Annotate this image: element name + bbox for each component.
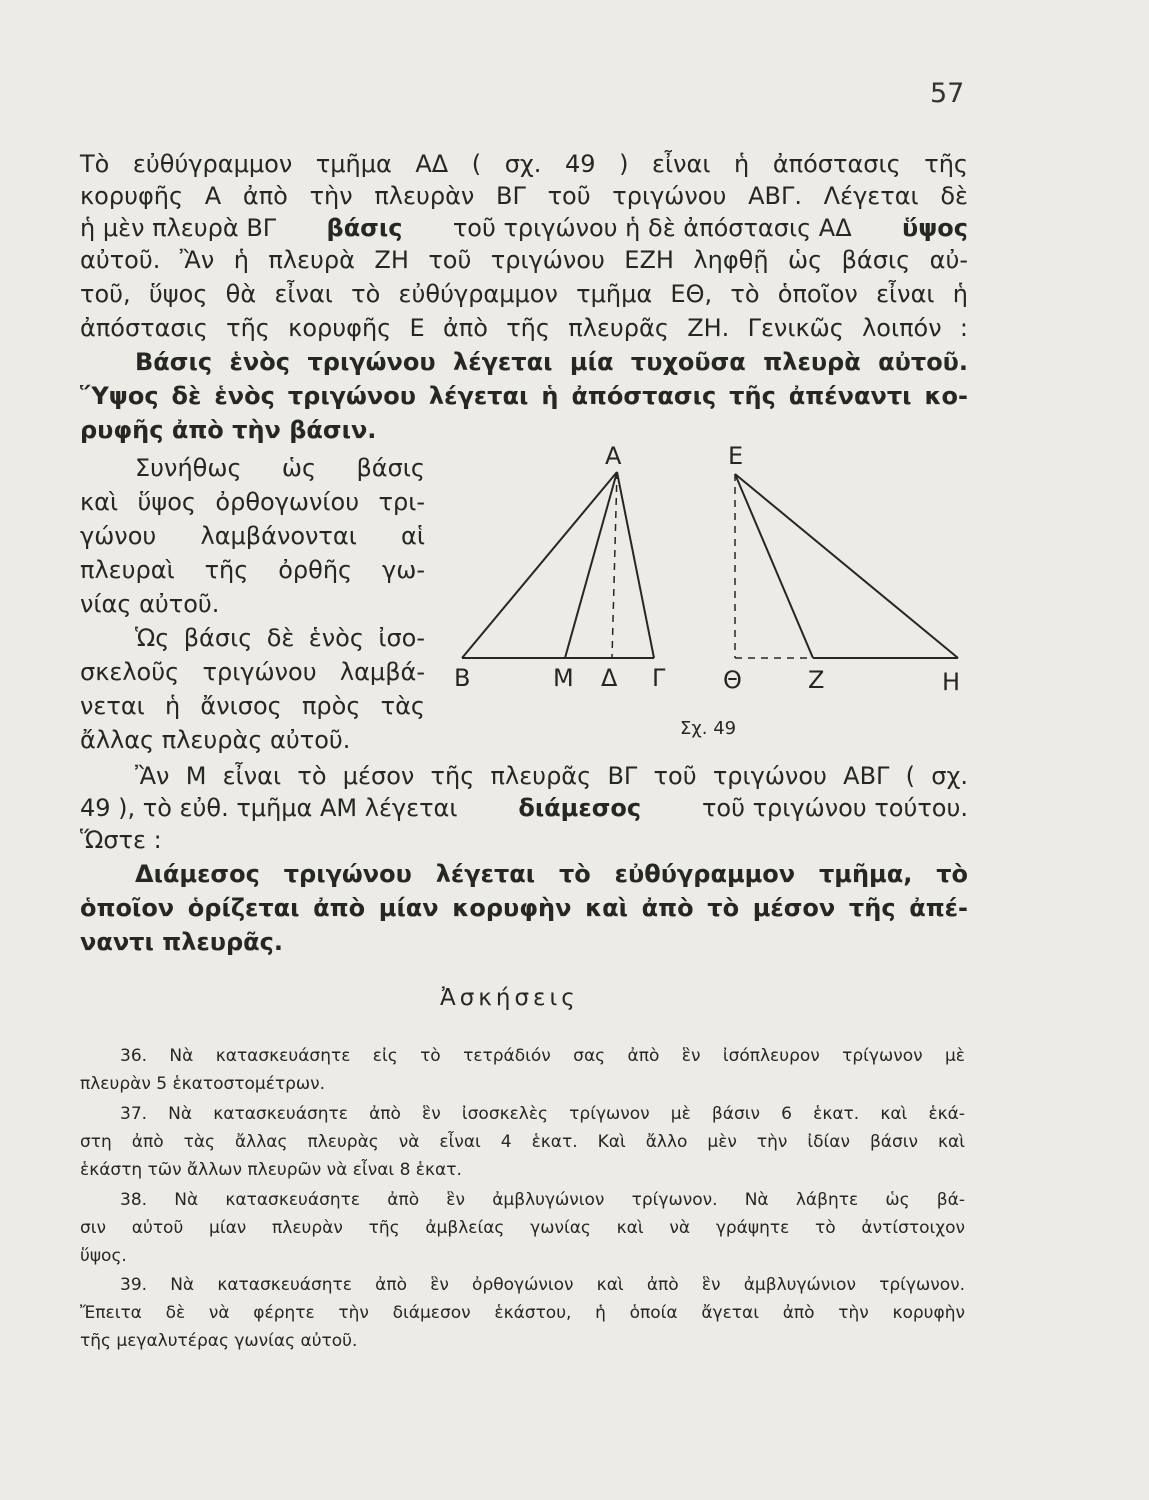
para1-line3-c: τοῦ τριγώνου ἡ δὲ ἀπόστασις ΑΔ (452, 214, 852, 242)
term-height: ὕψος (901, 214, 968, 242)
exercise-37-line1: 37. Νὰ κατασκευάσητε ἀπὸ ἓν ἰσοσκελὲς τρίγωνον μὲ βάσιν 6 ἑκατ. καὶ ἑκά- (120, 1104, 965, 1124)
exercise-36-line2: πλευρὰν 5 ἑκατοστομέτρων. (80, 1074, 326, 1094)
label-Z: Ζ (808, 666, 825, 694)
para1-line5: τοῦ, ὕψος θὰ εἶναι τὸ εὐθύγραμμον τμῆμα ΕΘ, τὸ ὁποῖον εἶναι ἡ (80, 280, 968, 308)
definition-height-line2: ρυφῆς ἀπὸ τὴν βάσιν. (80, 416, 377, 444)
exercises-heading: Ἀσκήσεις (440, 985, 579, 1011)
figure-caption: Σχ. 49 (680, 718, 737, 739)
para2-line1: Συνήθως ὡς βάσις (135, 454, 425, 482)
para1-line3 (80, 212, 968, 244)
para2-line9: ἄλλας πλευρὰς αὐτοῦ. (80, 726, 351, 754)
para3-line3: Ὥστε : (80, 826, 162, 854)
exercise-39-line1: 39. Νὰ κατασκευάσητε ἀπὸ ἓν ὀρθογώνιον καὶ ἀπὸ ἓν ἀμβλυγώνιον τρίγωνον. (120, 1275, 965, 1295)
term-median: διάμεσος (518, 794, 642, 822)
para3-line1: Ἂν Μ εἶναι τὸ μέσον τῆς πλευρᾶς ΒΓ τοῦ τριγώνου ΑΒΓ ( σχ. (135, 762, 968, 790)
exercise-37-line2: στη ἀπὸ τὰς ἄλλας πλευρὰς νὰ εἶναι 4 ἑκατ. Καὶ ἄλλο μὲν τὴν ἰδίαν βάσιν καὶ (80, 1132, 965, 1152)
exercise-37-line3: ἑκάστη τῶν ἄλλων πλευρῶν νὰ εἶναι 8 ἑκατ. (80, 1160, 462, 1180)
median-AM (565, 472, 617, 658)
label-B: Β (454, 664, 471, 692)
para1-line1: Τὸ εὐθύγραμμον τμῆμα ΑΔ ( σχ. 49 ) εἶναι ἡ ἀπόστασις τῆς (80, 150, 968, 178)
para1-line6: ἀπόστασις τῆς κορυφῆς Ε ἀπὸ τῆς πλευρᾶς ΖΗ. Γενικῶς λοιπόν : (80, 314, 968, 342)
label-G: Γ (652, 664, 666, 692)
exercise-38-line2: σιν αὐτοῦ μίαν πλευρὰν τῆς ἀμβλείας γωνίας καὶ νὰ γράψητε τὸ ἀντίστοιχον (80, 1218, 965, 1238)
side-AB (462, 472, 617, 658)
para1-line2: κορυφῆς Α ἀπὸ τὴν πλευρὰν ΒΓ τοῦ τριγώνου ΑΒΓ. Λέγεται δὲ (80, 182, 968, 210)
para2-line5: νίας αὐτοῦ. (80, 590, 220, 618)
para3-line2 (80, 792, 968, 824)
term-basis: βάσις (326, 214, 403, 242)
exercise-38-line3: ὕψος. (80, 1246, 127, 1266)
side-EH (735, 474, 958, 658)
para3-line2-c: τοῦ τριγώνου τούτου. (701, 794, 968, 822)
side-AG (617, 472, 654, 658)
para2-line8: νεται ἡ ἄνισος πρὸς τὰς (80, 692, 425, 720)
definition-base-line1: Βάσις ἑνὸς τριγώνου λέγεται μία τυχοῦσα πλευρὰ αὐτοῦ. (135, 348, 968, 376)
para3-line2-a: 49 ), τὸ εὐθ. τμῆμα ΑΜ λέγεται (80, 794, 458, 822)
definition-median-line3: ναντι πλευρᾶς. (80, 928, 283, 956)
para2-line6: Ὡς βάσις δὲ ἑνὸς ἰσο- (135, 624, 425, 652)
para2-line4: πλευραὶ τῆς ὀρθῆς γω- (80, 556, 425, 584)
exercise-38-line1: 38. Νὰ κατασκευάσητε ἀπὸ ἓν ἀμβλυγώνιον τρίγωνον. Νὰ λάβητε ὡς βά- (120, 1190, 965, 1210)
exercise-39-line2: Ἔπειτα δὲ νὰ φέρητε τὴν διάμεσον ἑκάστου, ἡ ὁποία ἄγεται ἀπὸ τὴν κορυφὴν (80, 1303, 965, 1323)
para2-line3: γώνου λαμβάνονται αἱ (80, 522, 425, 550)
side-EZ (735, 474, 813, 658)
para1-line3-a: ἡ μὲν πλευρὰ ΒΓ (80, 214, 277, 242)
label-E: Ε (728, 442, 744, 470)
exercise-39-line3: τῆς μεγαλυτέρας γωνίας αὐτοῦ. (80, 1331, 358, 1351)
para1-line4: αὐτοῦ. Ἂν ἡ πλευρὰ ΖΗ τοῦ τριγώνου ΕΖΗ ληφθῇ ὡς βάσις αὐ- (80, 246, 968, 274)
label-H: Η (942, 668, 961, 696)
label-M: Μ (553, 664, 574, 692)
definition-median-line1: Διάμεσος τριγώνου λέγεται τὸ εὐθύγραμμον τμῆμα, τὸ (135, 860, 968, 888)
label-TH: Θ (723, 666, 742, 694)
para2-line7: σκελοῦς τριγώνου λαμβά- (80, 658, 425, 686)
exercise-36-line1: 36. Νὰ κατασκευάσητε εἰς τὸ τετράδιόν σας ἀπὸ ἓν ἰσόπλευρον τρίγωνον μὲ (120, 1046, 965, 1066)
para2-line2: καὶ ὕψος ὀρθογωνίου τρι- (80, 488, 425, 516)
definition-median-line2: ὁποῖον ὁρίζεται ἀπὸ μίαν κορυφὴν καὶ ἀπὸ τὸ μέσον τῆς ἀπέ- (80, 894, 968, 922)
page-number: 57 (930, 78, 965, 109)
definition-height-line1: Ὕψος δὲ ἑνὸς τριγώνου λέγεται ἡ ἀπόστασις τῆς ἀπέναντι κο- (80, 382, 968, 410)
figure-49 (440, 440, 980, 740)
label-D: Δ (601, 664, 618, 692)
height-AD (612, 472, 617, 658)
label-A: Α (605, 442, 622, 470)
